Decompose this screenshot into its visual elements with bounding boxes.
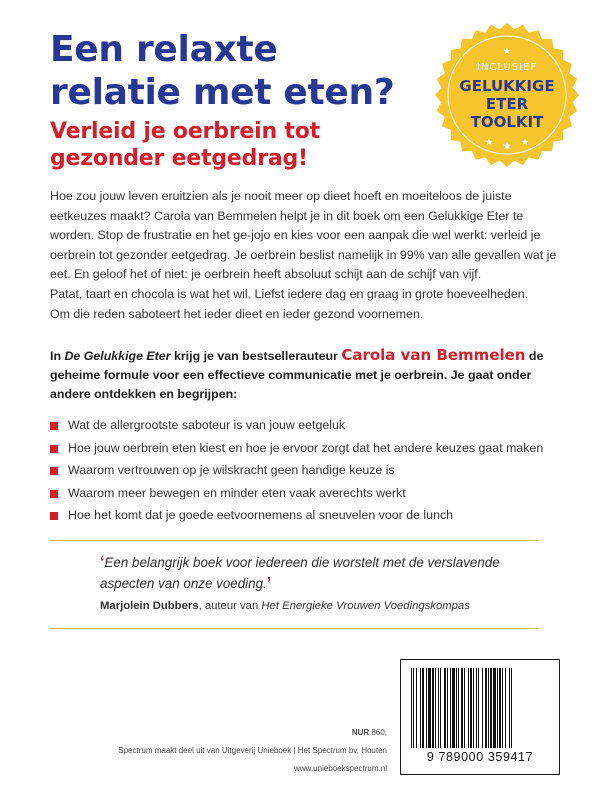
nur-label: NUR xyxy=(351,728,370,737)
red-square-bullet-icon xyxy=(50,512,58,520)
review-quote xyxy=(100,552,540,594)
quote-divider-top xyxy=(50,540,538,541)
quote-role: , auteur van xyxy=(198,600,262,612)
isbn-barcode xyxy=(400,659,560,775)
list-item-text: Waarom meer bewegen en minder eten vaak averechts werkt xyxy=(68,485,406,500)
badge-line-4: TOOLKIT xyxy=(470,113,544,131)
list-item-text: Hoe jouw oerbrein eten kiest en hoe je ervoor zorgt dat het andere keuzes gaat maken xyxy=(68,440,544,455)
author-name: Carola van Bemmelen xyxy=(341,346,526,364)
badge-line-3: ETER xyxy=(485,95,529,113)
publisher-info xyxy=(67,724,387,778)
lead-part-1: In xyxy=(50,349,65,363)
intro-text xyxy=(50,187,560,324)
red-square-bullet-icon xyxy=(50,467,58,475)
quote-attribution xyxy=(100,600,540,612)
nur-value: 860, xyxy=(369,728,387,737)
barcode-bars-icon xyxy=(411,668,549,748)
cover-subtitle: Verleid je oerbrein tot gezonder eetgedrag! xyxy=(50,119,320,171)
book-title: De Gelukkige Eter xyxy=(64,349,171,363)
list-item xyxy=(50,504,570,527)
list-item xyxy=(50,459,570,482)
intro-paragraph: Om die reden saboteert het ieder dieet en ieder gezond voornemen. xyxy=(50,306,424,321)
publisher-website: www.unieboekspectrum.nl xyxy=(294,764,387,773)
quote-work: Het Energieke Vrouwen Voedingskompas xyxy=(261,600,470,612)
quote-close-mark: ’ xyxy=(266,575,272,592)
benefits-list xyxy=(50,414,570,527)
quote-divider-bottom xyxy=(50,628,538,629)
badge-line-2: GELUKKIGE xyxy=(459,77,555,95)
list-item-text: Wat de allergrootste saboteur is van jouw eetgeluk xyxy=(68,418,346,432)
list-item xyxy=(50,482,570,505)
toolkit-badge xyxy=(432,20,582,170)
lead-part-2: krijg je van bestsellerauteur xyxy=(170,349,342,363)
badge-title xyxy=(432,77,582,131)
intro-paragraph: Hoe zou jouw leven eruitzien als je nooit meer op dieet hoeft en moeiteloos de juiste eetkeuzes maakt? Carola van Bemmelen helpt je in dit boek om een Gelukkige Eter te worden. Stop de frustratie en het ge-jojo en kies voor een aanpak die wel werkt: verleid je oerbrein tot gezonder eetgedrag. Je oerbrein beslist namelijk in 99% van alle gevallen wat je eet. En geloof het of niet: je oerbrein heeft absoluut schijt aan de schijf van vijf. xyxy=(50,189,557,282)
list-item-text: Hoe het komt dat je goede eetvoornemens al sneuvelen voor de lunch xyxy=(68,508,454,522)
cover-title: Een relaxte relatie met eten? xyxy=(50,29,395,113)
badge-line-1: INCLUSIEF xyxy=(476,62,538,73)
red-square-bullet-icon xyxy=(50,445,58,453)
list-item-text: Waarom vertrouwen op je wilskracht geen handige keuze is xyxy=(68,463,395,477)
quote-author: Marjolein Dubbers xyxy=(100,600,199,612)
list-item xyxy=(50,414,570,437)
red-square-bullet-icon xyxy=(50,422,58,430)
lead-part-3: de geheime formule voor een effectieve communicatie met je oerbrein. Je gaat onder andere ontdekken en begrijpen: xyxy=(50,349,544,401)
nur-line xyxy=(67,724,387,742)
quote-open-mark: ‘ xyxy=(100,554,105,571)
list-item xyxy=(50,437,570,460)
quote-text: Een belangrijk boek voor iedereen die worstelt met de verslavende aspecten van onze voeding. xyxy=(100,555,500,591)
red-square-bullet-icon xyxy=(50,490,58,498)
isbn-number: 9 789000 359417 xyxy=(426,750,534,764)
lead-paragraph xyxy=(50,346,570,404)
publisher-line: Spectrum maakt deel uit van Uitgeverij Unieboek | Het Spectrum bv, Houten xyxy=(118,746,387,755)
intro-paragraph: Patat, taart en chocola is wat het wil. Liefst iedere dag en graag in grote hoeveelheden. xyxy=(50,286,529,301)
